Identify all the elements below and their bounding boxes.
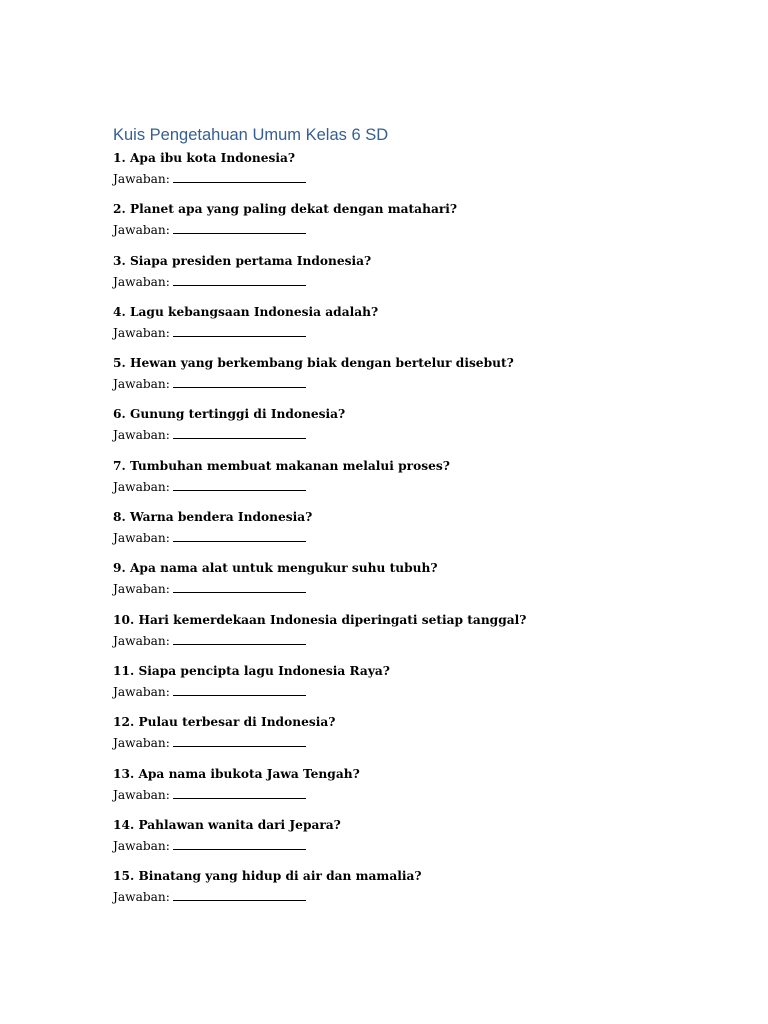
answer-line: [113, 374, 713, 394]
answer-blank[interactable]: [173, 528, 306, 542]
question-text: 10. Hari kemerdekaan Indonesia diperingati setiap tanggal?: [113, 612, 527, 627]
question-text: 11. Siapa pencipta lagu Indonesia Raya?: [113, 663, 390, 678]
question-item: [113, 660, 713, 711]
answer-line: [113, 887, 713, 907]
question-item: [113, 865, 713, 916]
answer-blank[interactable]: [173, 579, 306, 593]
question-item: [113, 403, 713, 454]
answer-line: [113, 323, 713, 343]
question-text: 2. Planet apa yang paling dekat dengan matahari?: [113, 202, 458, 217]
answer-line: [113, 528, 713, 548]
answer-line: [113, 477, 713, 497]
answer-line: [113, 631, 713, 651]
answer-blank[interactable]: [173, 477, 306, 491]
question-item: [113, 557, 713, 608]
answer-line: [113, 169, 713, 189]
answer-label: Jawaban:: [113, 274, 170, 289]
answer-blank[interactable]: [173, 272, 306, 286]
question-item: [113, 301, 713, 352]
question-item: [113, 609, 713, 660]
document-title: Kuis Pengetahuan Umum Kelas 6 SD: [113, 126, 389, 144]
question-text: 13. Apa nama ibukota Jawa Tengah?: [113, 766, 360, 781]
answer-label: Jawaban:: [113, 736, 170, 751]
answer-label: Jawaban:: [113, 838, 170, 853]
answer-label: Jawaban:: [113, 633, 170, 648]
answer-blank[interactable]: [173, 425, 306, 439]
answer-line: [113, 785, 713, 805]
answer-label: Jawaban:: [113, 428, 170, 443]
answer-label: Jawaban:: [113, 890, 170, 905]
answer-label: Jawaban:: [113, 684, 170, 699]
answer-blank[interactable]: [173, 836, 306, 850]
question-text: 8. Warna bendera Indonesia?: [113, 510, 313, 525]
answer-blank[interactable]: [173, 682, 306, 696]
question-item: [113, 147, 713, 198]
answer-blank[interactable]: [173, 220, 306, 234]
answer-blank[interactable]: [173, 785, 306, 799]
answer-line: [113, 425, 713, 445]
question-text: 4. Lagu kebangsaan Indonesia adalah?: [113, 304, 379, 319]
answer-blank[interactable]: [173, 887, 306, 901]
question-text: 9. Apa nama alat untuk mengukur suhu tubuh?: [113, 561, 438, 576]
answer-label: Jawaban:: [113, 172, 170, 186]
question-item: [113, 250, 713, 301]
answer-label: Jawaban:: [113, 479, 170, 494]
question-item: [113, 814, 713, 865]
question-item: [113, 455, 713, 506]
answer-blank[interactable]: [173, 631, 306, 645]
answer-label: Jawaban:: [113, 325, 170, 340]
answer-label: Jawaban:: [113, 377, 170, 392]
answer-label: Jawaban:: [113, 787, 170, 802]
question-item: [113, 711, 713, 762]
question-list: [113, 147, 713, 916]
answer-line: [113, 682, 713, 702]
answer-line: [113, 836, 713, 856]
question-text: 3. Siapa presiden pertama Indonesia?: [113, 253, 372, 268]
question-item: [113, 352, 713, 403]
answer-blank[interactable]: [173, 323, 306, 337]
question-item: [113, 506, 713, 557]
question-text: 7. Tumbuhan membuat makanan melalui proses?: [113, 458, 450, 473]
answer-line: [113, 272, 713, 292]
answer-blank[interactable]: [173, 374, 306, 388]
document-page: [113, 123, 713, 916]
question-item: [113, 763, 713, 814]
answer-label: Jawaban:: [113, 223, 170, 238]
answer-line: [113, 579, 713, 599]
answer-line: [113, 733, 713, 753]
question-text: 12. Pulau terbesar di Indonesia?: [113, 715, 336, 730]
question-item: [113, 198, 713, 249]
question-text: 5. Hewan yang berkembang biak dengan bertelur disebut?: [113, 356, 514, 371]
question-text: 15. Binatang yang hidup di air dan mamalia?: [113, 869, 422, 884]
answer-blank[interactable]: [173, 169, 306, 183]
question-text: 1. Apa ibu kota Indonesia?: [113, 151, 296, 165]
answer-blank[interactable]: [173, 733, 306, 747]
question-text: 6. Gunung tertinggi di Indonesia?: [113, 407, 346, 422]
answer-label: Jawaban:: [113, 582, 170, 597]
answer-line: [113, 220, 713, 240]
question-text: 14. Pahlawan wanita dari Jepara?: [113, 817, 341, 832]
answer-label: Jawaban:: [113, 531, 170, 546]
